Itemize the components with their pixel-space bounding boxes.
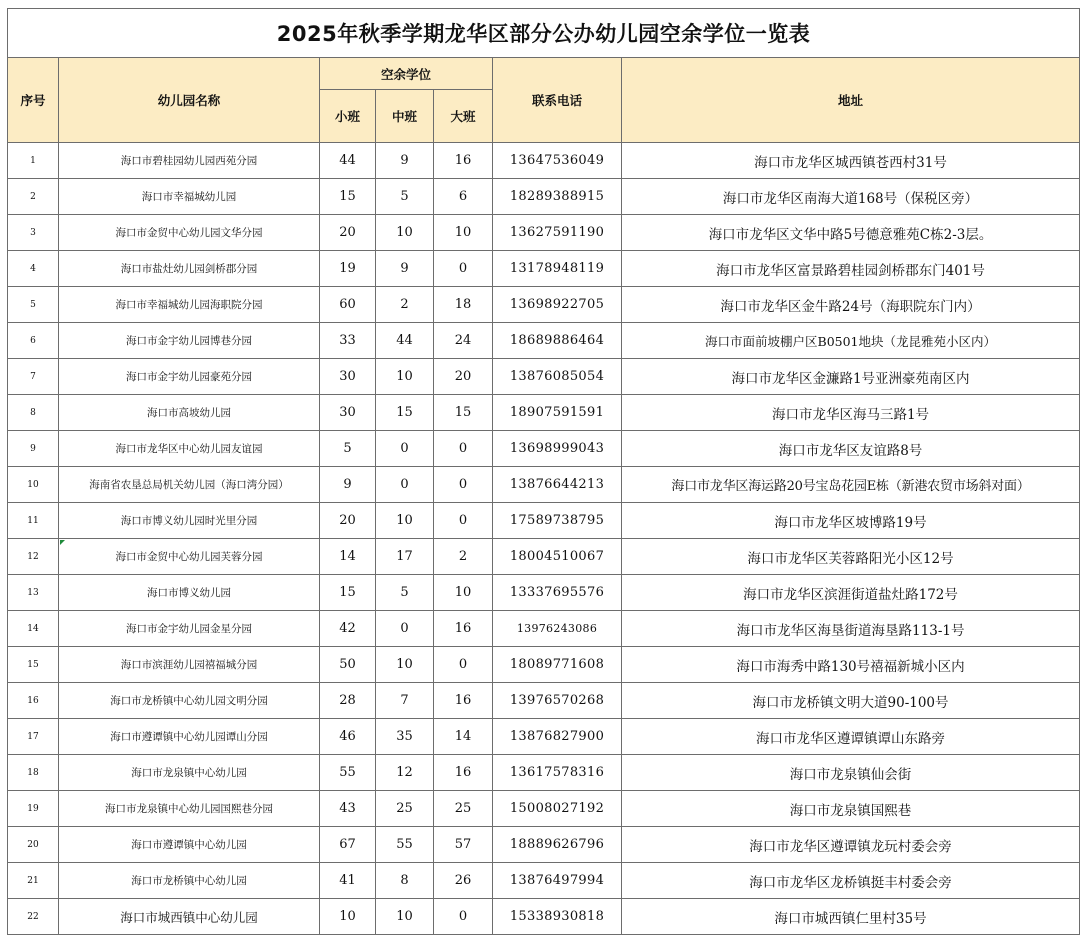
header-address: 地址 bbox=[622, 58, 1080, 143]
cell-large: 16 bbox=[434, 611, 493, 647]
cell-address: 海口市龙桥镇文明大道90-100号 bbox=[622, 683, 1080, 719]
cell-index: 4 bbox=[8, 251, 59, 287]
cell-name: 海口市滨涯幼儿园禧福城分园 bbox=[59, 647, 320, 683]
table-row bbox=[8, 359, 1080, 395]
cell-name: 海口市碧桂园幼儿园西苑分园 bbox=[59, 143, 320, 179]
cell-middle: 9 bbox=[376, 143, 434, 179]
cell-index: 8 bbox=[8, 395, 59, 431]
cell-name: 海口市高坡幼儿园 bbox=[59, 395, 320, 431]
table-row bbox=[8, 827, 1080, 863]
table-body bbox=[8, 143, 1080, 935]
table-row bbox=[8, 611, 1080, 647]
cell-small: 46 bbox=[320, 719, 376, 755]
cell-large: 6 bbox=[434, 179, 493, 215]
cell-phone: 18289388915 bbox=[493, 179, 622, 215]
cell-address: 海口市龙华区海马三路1号 bbox=[622, 395, 1080, 431]
cell-small: 30 bbox=[320, 359, 376, 395]
cell-large: 0 bbox=[434, 647, 493, 683]
cell-address: 海口市龙华区海运路20号宝岛花园E栋（新港农贸市场斜对面） bbox=[622, 467, 1080, 503]
cell-phone: 13617578316 bbox=[493, 755, 622, 791]
cell-phone: 13876644213 bbox=[493, 467, 622, 503]
cell-name: 海口市盐灶幼儿园剑桥郡分园 bbox=[59, 251, 320, 287]
table-row bbox=[8, 215, 1080, 251]
vacancy-table bbox=[7, 8, 1080, 935]
cell-phone: 18689886464 bbox=[493, 323, 622, 359]
cell-middle: 17 bbox=[376, 539, 434, 575]
table-row bbox=[8, 539, 1080, 575]
table-row bbox=[8, 899, 1080, 935]
cell-middle: 0 bbox=[376, 431, 434, 467]
cell-index: 6 bbox=[8, 323, 59, 359]
cell-middle: 10 bbox=[376, 503, 434, 539]
spreadsheet bbox=[7, 8, 1079, 935]
cell-address: 海口市龙华区友谊路8号 bbox=[622, 431, 1080, 467]
cell-name: 海口市遵谭镇中心幼儿园谭山分园 bbox=[59, 719, 320, 755]
header-phone: 联系电话 bbox=[493, 58, 622, 143]
cell-name: 海口市龙华区中心幼儿园友谊园 bbox=[59, 431, 320, 467]
table-row bbox=[8, 719, 1080, 755]
cell-phone: 13178948119 bbox=[493, 251, 622, 287]
cell-address: 海口市城西镇仁里村35号 bbox=[622, 899, 1080, 935]
header-index: 序号 bbox=[8, 58, 59, 143]
cell-large: 10 bbox=[434, 215, 493, 251]
table-row bbox=[8, 755, 1080, 791]
cell-large: 2 bbox=[434, 539, 493, 575]
table-row bbox=[8, 287, 1080, 323]
cell-index: 7 bbox=[8, 359, 59, 395]
cell-address: 海口市龙华区南海大道168号（保税区旁） bbox=[622, 179, 1080, 215]
cell-address: 海口市龙华区滨涯街道盐灶路172号 bbox=[622, 575, 1080, 611]
cell-large: 14 bbox=[434, 719, 493, 755]
cell-index: 3 bbox=[8, 215, 59, 251]
table-row bbox=[8, 395, 1080, 431]
cell-name: 海口市幸福城幼儿园海职院分园 bbox=[59, 287, 320, 323]
cell-phone: 17589738795 bbox=[493, 503, 622, 539]
cell-name: 海口市金贸中心幼儿园文华分园 bbox=[59, 215, 320, 251]
cell-name: 海口市遵谭镇中心幼儿园 bbox=[59, 827, 320, 863]
cell-large: 57 bbox=[434, 827, 493, 863]
cell-middle: 15 bbox=[376, 395, 434, 431]
cell-middle: 7 bbox=[376, 683, 434, 719]
cell-small: 43 bbox=[320, 791, 376, 827]
cell-address: 海口市龙泉镇国熙巷 bbox=[622, 791, 1080, 827]
cell-middle: 2 bbox=[376, 287, 434, 323]
cell-address: 海口市龙华区芙蓉路阳光小区12号 bbox=[622, 539, 1080, 575]
cell-phone: 18004510067 bbox=[493, 539, 622, 575]
header-vacancies: 空余学位 bbox=[320, 58, 493, 90]
cell-large: 18 bbox=[434, 287, 493, 323]
table-row bbox=[8, 431, 1080, 467]
cell-address: 海口市龙华区遵谭镇谭山东路旁 bbox=[622, 719, 1080, 755]
table-row bbox=[8, 143, 1080, 179]
cell-large: 0 bbox=[434, 503, 493, 539]
cell-phone: 18089771608 bbox=[493, 647, 622, 683]
cell-small: 67 bbox=[320, 827, 376, 863]
cell-phone: 13698999043 bbox=[493, 431, 622, 467]
cell-phone: 13976570268 bbox=[493, 683, 622, 719]
cell-middle: 10 bbox=[376, 215, 434, 251]
cell-large: 26 bbox=[434, 863, 493, 899]
cell-phone: 15338930818 bbox=[493, 899, 622, 935]
table-row bbox=[8, 503, 1080, 539]
cell-small: 42 bbox=[320, 611, 376, 647]
cell-phone: 13647536049 bbox=[493, 143, 622, 179]
cell-name: 海口市金宇幼儿园金星分园 bbox=[59, 611, 320, 647]
cell-index: 21 bbox=[8, 863, 59, 899]
cell-index: 15 bbox=[8, 647, 59, 683]
cell-large: 0 bbox=[434, 899, 493, 935]
cell-large: 16 bbox=[434, 143, 493, 179]
cell-middle: 9 bbox=[376, 251, 434, 287]
cell-phone: 18889626796 bbox=[493, 827, 622, 863]
cell-small: 60 bbox=[320, 287, 376, 323]
cell-name: 海南省农垦总局机关幼儿园（海口湾分园） bbox=[59, 467, 320, 503]
cell-index: 18 bbox=[8, 755, 59, 791]
cell-address: 海口市龙华区城西镇苍西村31号 bbox=[622, 143, 1080, 179]
cell-middle: 10 bbox=[376, 359, 434, 395]
table-row bbox=[8, 791, 1080, 827]
cell-address: 海口市龙华区海垦街道海垦路113-1号 bbox=[622, 611, 1080, 647]
cell-middle: 10 bbox=[376, 899, 434, 935]
cell-address: 海口市面前坡棚户区B0501地块（龙昆雅苑小区内） bbox=[622, 323, 1080, 359]
cell-phone: 13876827900 bbox=[493, 719, 622, 755]
cell-address: 海口市龙华区遵谭镇龙玩村委会旁 bbox=[622, 827, 1080, 863]
cell-phone: 13698922705 bbox=[493, 287, 622, 323]
cell-index: 2 bbox=[8, 179, 59, 215]
cell-address: 海口市龙华区文华中路5号德意雅苑C栋2-3层。 bbox=[622, 215, 1080, 251]
cell-index: 13 bbox=[8, 575, 59, 611]
cell-index: 10 bbox=[8, 467, 59, 503]
table-row bbox=[8, 323, 1080, 359]
cell-large: 0 bbox=[434, 251, 493, 287]
table-row bbox=[8, 179, 1080, 215]
cell-phone: 18907591591 bbox=[493, 395, 622, 431]
cell-index: 14 bbox=[8, 611, 59, 647]
cell-name: 海口市金贸中心幼儿园芙蓉分园 bbox=[59, 539, 320, 575]
header-small: 小班 bbox=[320, 90, 376, 143]
cell-large: 16 bbox=[434, 683, 493, 719]
cell-index: 1 bbox=[8, 143, 59, 179]
cell-name: 海口市城西镇中心幼儿园 bbox=[59, 899, 320, 935]
cell-phone: 13337695576 bbox=[493, 575, 622, 611]
cell-small: 41 bbox=[320, 863, 376, 899]
cell-phone: 13876497994 bbox=[493, 863, 622, 899]
cell-index: 12 bbox=[8, 539, 59, 575]
cell-index: 17 bbox=[8, 719, 59, 755]
cell-middle: 12 bbox=[376, 755, 434, 791]
cell-small: 5 bbox=[320, 431, 376, 467]
cell-small: 10 bbox=[320, 899, 376, 935]
cell-address: 海口市海秀中路130号禧福新城小区内 bbox=[622, 647, 1080, 683]
cell-middle: 8 bbox=[376, 863, 434, 899]
cell-small: 15 bbox=[320, 575, 376, 611]
cell-small: 14 bbox=[320, 539, 376, 575]
cell-middle: 25 bbox=[376, 791, 434, 827]
cell-address: 海口市龙华区龙桥镇挺丰村委会旁 bbox=[622, 863, 1080, 899]
cell-small: 50 bbox=[320, 647, 376, 683]
header-middle: 中班 bbox=[376, 90, 434, 143]
comment-marker-icon bbox=[60, 540, 65, 545]
cell-name: 海口市龙泉镇中心幼儿园国熙巷分园 bbox=[59, 791, 320, 827]
cell-middle: 55 bbox=[376, 827, 434, 863]
cell-small: 9 bbox=[320, 467, 376, 503]
cell-phone: 13976243086 bbox=[493, 611, 622, 647]
cell-index: 20 bbox=[8, 827, 59, 863]
cell-phone: 15008027192 bbox=[493, 791, 622, 827]
table-row bbox=[8, 683, 1080, 719]
cell-address: 海口市龙泉镇仙会街 bbox=[622, 755, 1080, 791]
cell-small: 19 bbox=[320, 251, 376, 287]
cell-index: 22 bbox=[8, 899, 59, 935]
cell-index: 5 bbox=[8, 287, 59, 323]
cell-small: 20 bbox=[320, 503, 376, 539]
cell-index: 11 bbox=[8, 503, 59, 539]
cell-large: 25 bbox=[434, 791, 493, 827]
cell-large: 15 bbox=[434, 395, 493, 431]
cell-middle: 35 bbox=[376, 719, 434, 755]
table-row bbox=[8, 647, 1080, 683]
cell-middle: 10 bbox=[376, 647, 434, 683]
cell-large: 16 bbox=[434, 755, 493, 791]
cell-name: 海口市博义幼儿园 bbox=[59, 575, 320, 611]
cell-index: 9 bbox=[8, 431, 59, 467]
cell-small: 55 bbox=[320, 755, 376, 791]
table-row bbox=[8, 251, 1080, 287]
cell-middle: 0 bbox=[376, 611, 434, 647]
header-large: 大班 bbox=[434, 90, 493, 143]
cell-phone: 13627591190 bbox=[493, 215, 622, 251]
cell-address: 海口市龙华区金濂路1号亚洲豪苑南区内 bbox=[622, 359, 1080, 395]
cell-large: 0 bbox=[434, 431, 493, 467]
cell-large: 24 bbox=[434, 323, 493, 359]
cell-middle: 5 bbox=[376, 575, 434, 611]
table-row bbox=[8, 575, 1080, 611]
cell-name: 海口市龙桥镇中心幼儿园文明分园 bbox=[59, 683, 320, 719]
header-name: 幼儿园名称 bbox=[59, 58, 320, 143]
cell-address: 海口市龙华区坡博路19号 bbox=[622, 503, 1080, 539]
cell-small: 28 bbox=[320, 683, 376, 719]
cell-name: 海口市幸福城幼儿园 bbox=[59, 179, 320, 215]
table-title: 2025年秋季学期龙华区部分公办幼儿园空余学位一览表 bbox=[8, 9, 1080, 58]
cell-small: 30 bbox=[320, 395, 376, 431]
cell-index: 16 bbox=[8, 683, 59, 719]
cell-small: 33 bbox=[320, 323, 376, 359]
cell-large: 0 bbox=[434, 467, 493, 503]
cell-index: 19 bbox=[8, 791, 59, 827]
cell-small: 15 bbox=[320, 179, 376, 215]
cell-phone: 13876085054 bbox=[493, 359, 622, 395]
cell-name: 海口市金宇幼儿园博巷分园 bbox=[59, 323, 320, 359]
cell-small: 44 bbox=[320, 143, 376, 179]
cell-name: 海口市金宇幼儿园豪苑分园 bbox=[59, 359, 320, 395]
cell-name: 海口市龙泉镇中心幼儿园 bbox=[59, 755, 320, 791]
cell-address: 海口市龙华区富景路碧桂园剑桥郡东门401号 bbox=[622, 251, 1080, 287]
cell-middle: 5 bbox=[376, 179, 434, 215]
cell-large: 20 bbox=[434, 359, 493, 395]
table-row bbox=[8, 467, 1080, 503]
cell-middle: 44 bbox=[376, 323, 434, 359]
cell-name: 海口市博义幼儿园时光里分园 bbox=[59, 503, 320, 539]
cell-large: 10 bbox=[434, 575, 493, 611]
table-row bbox=[8, 863, 1080, 899]
cell-name: 海口市龙桥镇中心幼儿园 bbox=[59, 863, 320, 899]
cell-address: 海口市龙华区金牛路24号（海职院东门内） bbox=[622, 287, 1080, 323]
cell-small: 20 bbox=[320, 215, 376, 251]
cell-middle: 0 bbox=[376, 467, 434, 503]
